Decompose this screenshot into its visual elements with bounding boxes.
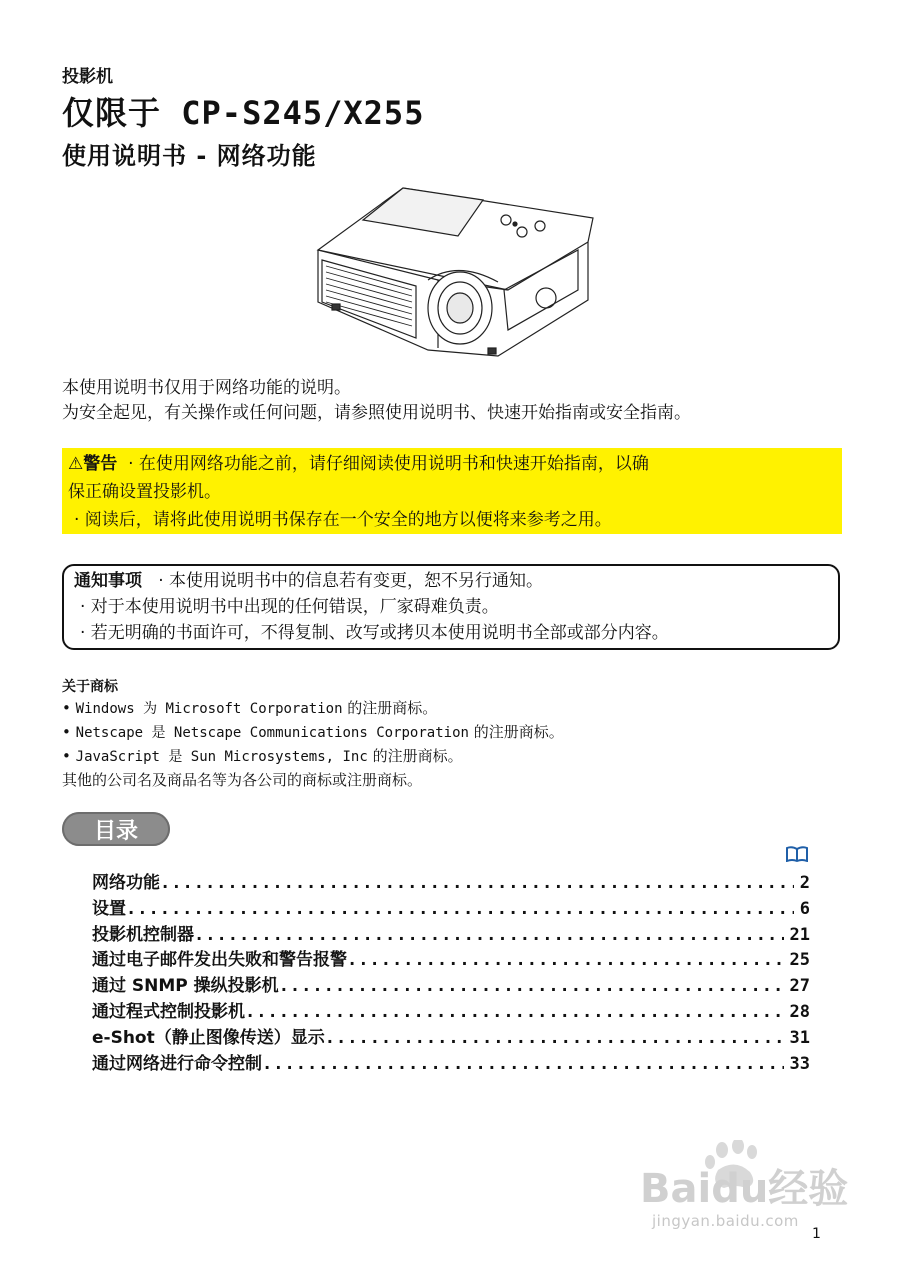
toc-entry[interactable] (92, 1023, 810, 1049)
toc-entry-page: 31 (789, 1027, 810, 1048)
toc-entry[interactable] (92, 868, 810, 894)
book-icon (786, 846, 808, 862)
page-number: 1 (812, 1226, 821, 1242)
intro-line-2: 为安全起见，有关操作或任何问题，请参照使用说明书、快速开始指南或安全指南。 (62, 403, 691, 423)
intro-text (62, 376, 691, 426)
toc-entry-page: 21 (789, 924, 810, 945)
trademark-item: • Windows 为 Microsoft Corporation 的注册商标。 (62, 699, 438, 717)
toc-entry-page: 2 (799, 873, 810, 893)
toc-entry[interactable] (92, 997, 810, 1023)
trademarks-heading: 关于商标 (62, 679, 118, 695)
trademark-item: • Netscape 是 Netscape Communications Corporation 的注册商标。 (62, 723, 564, 741)
warning-label: 警告 (83, 454, 118, 474)
warning-icon: ⚠ (68, 454, 84, 474)
toc-entry-page: 6 (799, 898, 810, 919)
notice-line-2: · 对于本使用说明书中出现的任何错误，厂家碍难负责。 (80, 597, 499, 617)
warning-line-1: · 在使用网络功能之前，请仔细阅读使用说明书和快速开始指南，以确 (128, 454, 649, 474)
toc-entry-page: 25 (789, 950, 810, 971)
toc-entry[interactable] (92, 894, 810, 920)
notice-label: 通知事项 (74, 571, 142, 591)
warning-line-3: · 阅读后，请将此使用说明书保存在一个安全的地方以便将来参考之用。 (74, 510, 612, 530)
notice-line-3: · 若无明确的书面许可，不得复制、改写或拷贝本使用说明书全部或部分内容。 (80, 623, 669, 643)
watermark-url: jingyan.baidu.com (652, 1212, 799, 1230)
toc-entry[interactable] (92, 945, 810, 971)
toc-entry-page: 28 (789, 1001, 810, 1022)
svg-text:Baidu经验: Baidu经验 (640, 1166, 849, 1212)
warning-box (62, 448, 842, 534)
toc-entry-title: 通过网络进行命令控制 (92, 1053, 262, 1074)
toc-entry-title: 通过 SNMP 操纵投影机 (92, 976, 279, 997)
trademark-item: • JavaScript 是 Sun Microsystems, Inc 的注册商标。 (62, 747, 463, 765)
document-category: 投影机 (62, 67, 113, 87)
projector-illustration (308, 180, 598, 360)
toc-entry-page: 27 (789, 976, 810, 997)
toc-entry-title: 通过程式控制投影机 (92, 1001, 245, 1022)
intro-line-1: 本使用说明书仅用于网络功能的说明。 (62, 378, 351, 398)
warning-line-2: 保正确设置投影机。 (68, 482, 221, 502)
trademarks-list (62, 697, 564, 792)
toc-entry[interactable] (92, 920, 810, 946)
toc-entry-title: e-Shot（静止图像传送）显示 (92, 1027, 325, 1048)
trademarks-footer: 其他的公司名及商品名等为各公司的商标或注册商标。 (62, 771, 423, 789)
toc-entry[interactable] (92, 1049, 810, 1075)
toc-entry[interactable] (92, 971, 810, 997)
toc-entry-title: 通过电子邮件发出失败和警告报警 (92, 950, 347, 971)
model-title: 仅限于 CP-S245/X255 (62, 94, 425, 132)
notice-line-1: · 本使用说明书中的信息若有变更，恕不另行通知。 (158, 571, 544, 591)
toc-entry-title: 设置 (92, 898, 126, 919)
manual-title: 使用说明书 - 网络功能 (62, 142, 317, 170)
notice-box (62, 564, 840, 650)
toc-entry-page: 33 (789, 1053, 810, 1074)
table-of-contents (92, 868, 810, 1074)
toc-entry-title: 投影机控制器 (92, 924, 194, 945)
toc-entry-title: 网络功能 (92, 873, 160, 893)
toc-heading: 目录 (62, 812, 170, 846)
